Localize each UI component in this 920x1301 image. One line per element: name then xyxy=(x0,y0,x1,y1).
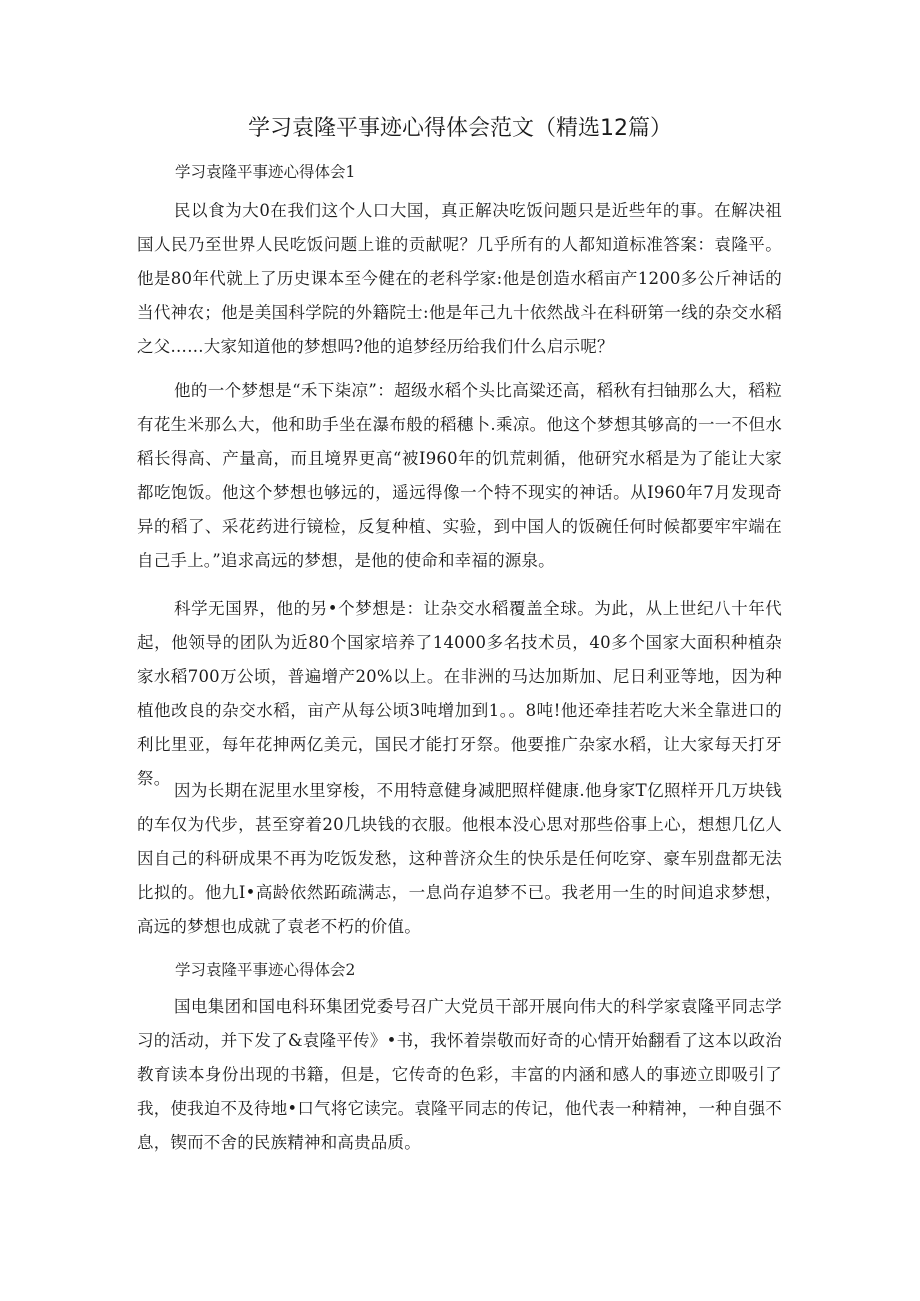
section-2-paragraph-1: 国电集团和国电科环集团党委号召广大党员干部开展向伟大的科学家袁隆平同志学习的活动，并下发了&袁隆平传》•书，我怀着崇敬而好奇的心情开始翻看了这本以政治教育读本身份出现的书籍，但是，它传奇的色彩，丰富的内涵和感人的事迹立即吸引了我，使我迫不及待地•口气将它读完。袁隆平同志的传记，他代表一种精神，一种自强不息，锲而不舍的民族精神和高贵品质。 xyxy=(137,997,782,1152)
section-1-paragraph-1: 民以食为大0在我们这个人口大国，真正解决吃饭问题只是近些年的事。在解决祖国人民乃至世界人民吃饭问题上谁的贡献呢？几乎所有的人都知道标准答案：袁隆平。他是80年代就上了历史课本至今健在的老科学家:他是创造水稻亩产1200多公斤神话的当代神农；他是美国科学院的外籍院士:他是年己九十依然战斗在科研第一线的杂交水稻之父……大家知道他的梦想吗?他的追梦经历给我们什么启示呢？ xyxy=(137,201,782,356)
document-title: 学习袁隆平事迹心得体会范文（精选12篇） xyxy=(248,116,672,141)
section-1-paragraph-3: 科学无国界，他的另•个梦想是：让杂交水稻覆盖全球。为此，从上世纪八十年代起，他领导的团队为近80个国家培养了14000多名技术员，40多个国家大面积种植杂家水稻700万公顷，普遍增产20%以上。在非洲的马达加斯加、尼日利亚等地，因为种植他改良的杂交水稻，亩产从每公顷3吨增加到1。。8吨!他还牵挂若吃大米全靠进口的利比里亚，每年花抻两亿美元，国民才能打牙祭。他要推广杂家水稻，让大家每天打牙祭。 xyxy=(137,599,782,788)
section-1-paragraph-4: 因为长期在泥里水里穿梭，不用特意健身减肥照样健康.他身家T亿照样开几万块钱的车仅为代步，甚至穿着20几块钱的衣服。他根本没心思对那些俗事上心，想想几亿人因自己的科研成果不再为吃饭发愁，这种普济众生的快乐是任何吃穿、豪车别盘都无法比拟的。他九I•高龄依然跖疏满志，一息尚存追梦不已。我老用一生的时间追求梦想，高远的梦想也成就了袁老不朽的价值。 xyxy=(137,781,782,936)
section-1-paragraph-2: 他的一个梦想是“禾下柒凉”：超级水稻个头比高粱还高，稻秋有扫铀那么大，稻粒有花生米那么大，他和助手坐在瀑布般的稻穗卜.乘凉。他这个梦想其够高的一一不但水稻长得高、产量高，而且境界更高“被I960年的饥荒刺循，他研究水稻是为了能让大家都吃饱饭。他这个梦想也够远的，遥远得像一个特不现实的神话。从I960年7月发现奇异的稻了、采花药进行镜检，反复种植、实验，到中国人的饭碗任何时候都要牢牢端在自己手上。”追求高远的梦想，是他的使命和幸福的源泉。 xyxy=(137,381,782,570)
section-heading-2: 学习袁隆平事迹心得体会2 xyxy=(175,961,356,979)
section-heading-1: 学习袁隆平事迹心得体会1 xyxy=(175,163,356,181)
